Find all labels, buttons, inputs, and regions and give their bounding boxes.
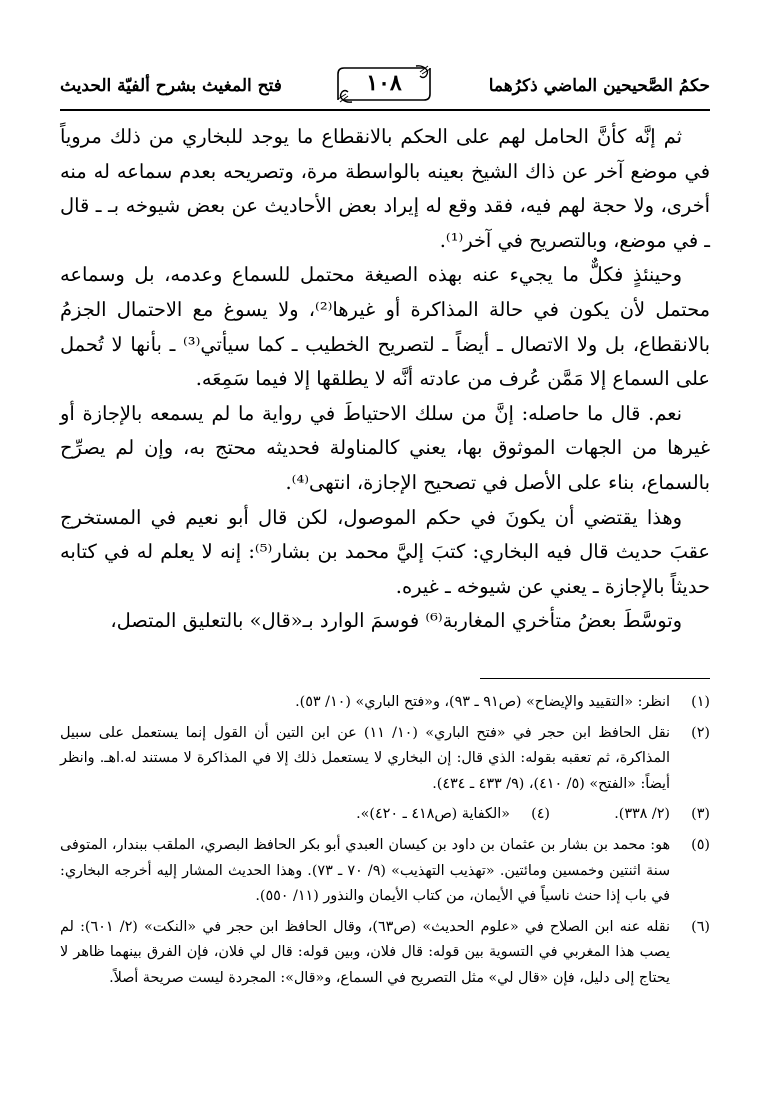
book-title: فتح المغيث بشرح ألفيّة الحديث (60, 76, 282, 96)
footnotes (60, 690, 710, 997)
footnote-text: «الكفاية (ص٤١٨ ـ ٤٢٠)». (356, 806, 510, 823)
footnote-text: انظر: «التقييد والإيضاح» (ص٩١ ـ ٩٣)، و«فتح الباري» (١٠/ ٥٣). (295, 694, 670, 710)
footnote-pair (60, 802, 670, 828)
paragraph-1: ثم إنَّه كأنَّ الحامل لهم على الحكم بالانقطاع ما يوجد للبخاري من ذلك مروياً في موضع آخر عن ذاك الشيخ بعينه بالواسطة مرة، وتصريحه بعدم سماعه له منه أخرى، ولا حجة لهم فيه، فقد وقع له إيراد بعض الأحاديث عن بعض شيوخه بـ ـ قال ـ في موضع، وبالتصريح في آخر⁽¹⁾. (60, 125, 710, 252)
chapter-title: حكمُ الصَّحيحين الماضي ذكرُهما (488, 76, 710, 96)
footnote-number: (٢) (691, 724, 710, 741)
footnote-number: (٥) (691, 836, 710, 853)
paragraph-2: وحينئذٍ فكلٌّ ما يجيء عنه بهذه الصيغة محتمل للسماع وعدمه، بل وسماعه محتمل لأن يكون في حالة المذاكرة أو غيرها⁽²⁾، ولا يسوغ مع الاحتمال الجزمُ بالانقطاع، بل ولا الاتصال ـ أيضاً ـ لتصريح الخطيب ـ كما سيأتي⁽³⁾ ـ بأنها لا تُحمل على السماع إلا مَمَّن عُرف من عادته أنَّه لا يطلقها إلا فيما سَمِعَه. (60, 263, 710, 391)
footnote (60, 915, 710, 992)
footnote-number: (١) (691, 694, 710, 710)
main-text (60, 120, 710, 639)
page-number-box (330, 64, 438, 104)
page-number: ١٠٨ (366, 70, 402, 96)
footnote-text: هو: محمد بن بشار بن عثمان بن داود بن كيسان العبدي أبو بكر الحافظ البصري، الملقب ببندار، المتوفى سنة اثنتين وخمسين ومائتين. «تهذيب التهذيب» (٩/ ٧٠ ـ ٧٣). وهذا الحديث المشار إليه أخرجه البخاري: في باب إذا حنث ناسياً في الأيمان، من كتاب الأيمان والنذور (١١/ ٥٥٠). (60, 836, 670, 905)
footnote (60, 690, 710, 716)
footnote-separator (480, 678, 710, 679)
footnote-text: (٢/ ٣٣٨). (614, 806, 670, 823)
paragraph-5: وتوسَّطَ بعضُ متأخري المغاربة⁽⁶⁾ فوسمَ الوارد بـ«قال» بالتعليق المتصل، (110, 609, 682, 633)
footnote-text: نقل الحافظ ابن حجر في «فتح الباري» (١٠/ ١١) عن ابن التين أن القول إنما يستعمل على سبيل المذاكرة، ثم تعقبه بقوله: الذي قال: إن البخاري لا يستعمل ذلك إلا في المذاكرة لا مستند له.اهـ. وانظر أيضاً: «الفتح» (٥/ ٤١٠)، (٩/ ٤٣٣ ـ ٤٣٤). (60, 724, 670, 792)
footnote (60, 833, 710, 910)
footnote (60, 802, 710, 828)
footnote-number: (٦) (691, 918, 710, 935)
paragraph-3: نعم. قال ما حاصله: إنَّ من سلك الاحتياطَ في رواية ما لم يسمعه بالإجازة أو غيرها من الجهات الموثوق بها، يعني كالمناولة فحديثه محتج به، وإن لم يصرِّح بالسماع، بناء على الأصل في تصحيح الإجازة، انتهى⁽⁴⁾. (60, 401, 710, 494)
paragraph-4: وهذا يقتضي أن يكونَ في حكم الموصول، لكن قال أبو نعيم في المستخرج عقبَ حديث قال فيه البخاري: كتبَ إليَّ محمد بن بشار⁽⁵⁾: إنه لا يعلم له في كتابه حديثاً بالإجازة ـ يعني عن شيوخه ـ غيره. (60, 505, 710, 598)
header-rule (60, 109, 710, 111)
book-page (60, 0, 710, 1109)
footnote-text: نقله عنه ابن الصلاح في «علوم الحديث» (ص٦٣)، وقال الحافظ ابن حجر في «النكت» (٢/ ٦٠١): لم يصب هذا المغربي في التسوية بين قوله: قال فلان، وبين قوله: قال لي فلان، فإن الفرق بينهما ظاهر لا يحتاج إلى دليل، فإن «قال لي» مثل التصريح في السماع، و«قال»: المجردة ليست صريحة أصلاً. (60, 918, 670, 986)
footnote (60, 721, 710, 798)
footnote-number: (٣) (691, 806, 710, 823)
footnote-number: (٤) (531, 806, 550, 823)
running-header (60, 64, 710, 110)
